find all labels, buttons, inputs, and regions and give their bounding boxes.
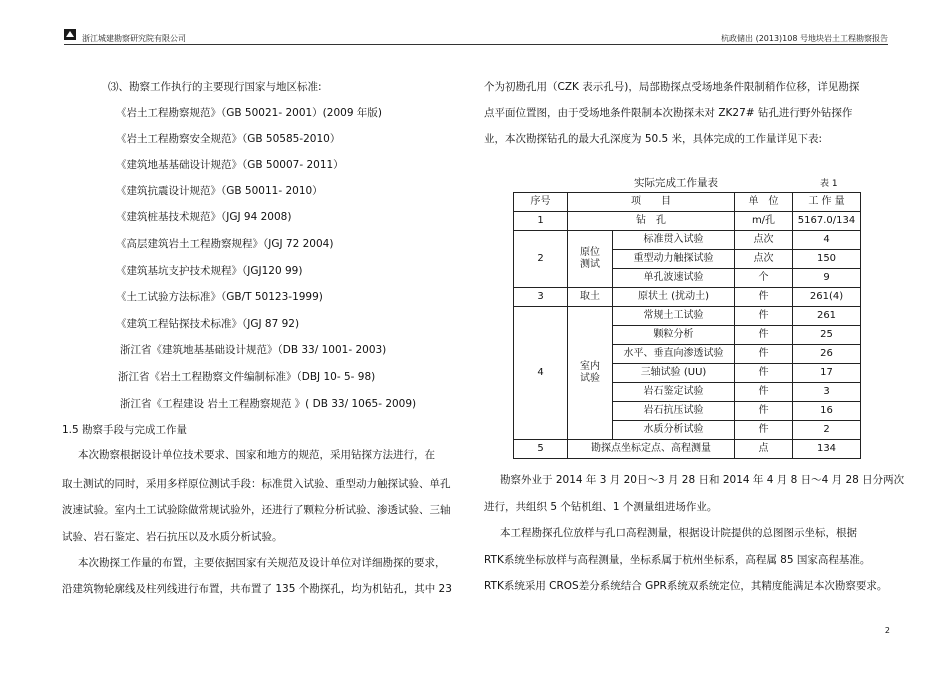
paragraph-line: 本次勘探工作量的布置，主要依据国家有关规范及设计单位对详细勘探的要求，: [78, 557, 446, 569]
row-quantity: 3: [793, 383, 861, 402]
paragraph-line: 本次勘察根据设计单位技术要求、国家和地方的规范，采用钻探方法进行，在: [78, 449, 435, 461]
standard-item: 浙江省《工程建设 岩土工程勘察规范 》( DB 33/ 1065- 2009): [120, 398, 417, 410]
row-unit: m/孔: [735, 212, 793, 231]
row-item: 三轴试验 (UU): [613, 364, 735, 383]
paragraph-line: 点平面位置图，由于受场地条件限制本次勘探未对 ZK27# 钻孔进行野外钻探作: [484, 107, 853, 119]
row-item: 单孔波速试验: [613, 269, 735, 288]
table-number: 表 1: [820, 179, 838, 189]
paragraph-line: 沿建筑物轮廓线及柱列线进行布置，共布置了 135 个勘探孔，均为机钻孔，其中 23: [62, 583, 452, 595]
row-unit: 件: [735, 421, 793, 440]
row-item: 勘探点坐标定点、高程测量: [568, 440, 735, 459]
paragraph-line: 本工程勘探孔位放样与孔口高程测量，根据设计院提供的总图图示坐标，根据: [500, 527, 857, 539]
row-unit: 件: [735, 345, 793, 364]
paragraph-line: 进行，共组织 5 个钻机组、1 个测量组进场作业。: [484, 501, 718, 513]
row-unit: 点: [735, 440, 793, 459]
row-unit: 件: [735, 402, 793, 421]
row-quantity: 9: [793, 269, 861, 288]
standard-item: 浙江省《建筑地基基础设计规范》（DB 33/ 1001- 2003): [120, 344, 387, 356]
section-title: 1.5 勘察手段与完成工作量: [62, 424, 188, 436]
row-number: 1: [514, 212, 568, 231]
row-category: 原位 测试: [568, 231, 613, 288]
header-report-title: 杭政储出 (2013)108 号地块岩土工程勘察报告: [721, 34, 888, 43]
table-row: [514, 307, 861, 326]
workload-table: [513, 192, 861, 459]
row-item: 钻 孔: [568, 212, 735, 231]
standard-item: 浙江省《岩土工程勘察文件编制标准》（DBJ 10- 5- 98): [118, 371, 376, 383]
standard-item: 《高层建筑岩土工程勘察规程》（JGJ 72 2004): [116, 238, 334, 250]
standards-intro: ⑶、勘察工作执行的主要现行国家与地区标准:: [108, 81, 322, 93]
row-quantity: 261(4): [793, 288, 861, 307]
paragraph-line: 波速试验。室内土工试验除做常规试验外，还进行了颗粒分析试验、渗透试验、三轴: [62, 504, 451, 516]
row-item: 水平、垂直向渗透试验: [613, 345, 735, 364]
row-number: 2: [514, 231, 568, 288]
row-unit: 件: [735, 288, 793, 307]
row-item: 原状土 (扰动土): [613, 288, 735, 307]
standard-item: 《建筑桩基技术规范》（JGJ 94 2008): [116, 211, 292, 223]
header-cell: 序号: [514, 193, 568, 212]
row-item: 颗粒分析: [613, 326, 735, 345]
row-quantity: 16: [793, 402, 861, 421]
row-quantity: 261: [793, 307, 861, 326]
table-header-row: [514, 193, 861, 212]
row-item: 常规土工试验: [613, 307, 735, 326]
row-unit: 点次: [735, 250, 793, 269]
standard-item: 《岩土工程勘察规范》（GB 50021- 2001）(2009 年版): [116, 107, 382, 119]
row-unit: 个: [735, 269, 793, 288]
standard-item: 《建筑工程钻探技术标准》（JGJ 87 92): [116, 318, 300, 330]
header-rule: [64, 44, 888, 45]
row-category: 室内 试验: [568, 307, 613, 440]
row-category: 取土: [568, 288, 613, 307]
page-number: 2: [884, 626, 890, 635]
row-quantity: 4: [793, 231, 861, 250]
row-number: 4: [514, 307, 568, 440]
paragraph-line: RTK系统坐标放样与高程测量，坐标系属于杭州坐标系，高程属 85 国家高程基准。: [484, 554, 871, 566]
paragraph-line: 勘察外业于 2014 年 3 月 20日～3 月 28 日和 2014 年 4 月 8 日～4 月 28 日分两次: [500, 474, 905, 486]
row-number: 5: [514, 440, 568, 459]
row-unit: 件: [735, 383, 793, 402]
standard-item: 《建筑基坑支护技术规程》（JGJ120 99): [116, 265, 303, 277]
row-item: 岩石抗压试验: [613, 402, 735, 421]
row-quantity: 134: [793, 440, 861, 459]
table-row: [514, 231, 861, 250]
row-quantity: 2: [793, 421, 861, 440]
paragraph-line: 个为初勘孔用（CZK 表示孔号)，局部勘探点受场地条件限制稍作位移，详见勘探: [484, 81, 860, 93]
row-item: 重型动力触探试验: [613, 250, 735, 269]
table-row: [514, 288, 861, 307]
row-unit: 件: [735, 307, 793, 326]
row-unit: 件: [735, 364, 793, 383]
header-cell: 单 位: [735, 193, 793, 212]
row-unit: 件: [735, 326, 793, 345]
table-row: [514, 440, 861, 459]
row-number: 3: [514, 288, 568, 307]
table-title: 实际完成工作量表: [634, 177, 718, 189]
row-item: 水质分析试验: [613, 421, 735, 440]
row-quantity: 26: [793, 345, 861, 364]
row-unit: 点次: [735, 231, 793, 250]
standard-item: 《岩土工程勘察安全规范》（GB 50585-2010）: [116, 133, 341, 145]
row-quantity: 25: [793, 326, 861, 345]
paragraph-line: 取土测试的同时，采用多样原位测试手段：标准贯入试验、重型动力触探试验、单孔: [62, 478, 451, 490]
header-cell: 项 目: [568, 193, 735, 212]
paragraph-line: 业，本次勘探钻孔的最大孔深度为 50.5 米，具体完成的工作量详见下表:: [484, 133, 823, 145]
paragraph-line: 试验、岩石鉴定、岩石抗压以及水质分析试验。: [62, 531, 283, 543]
row-item: 标准贯入试验: [613, 231, 735, 250]
header-cell: 工 作 量: [793, 193, 861, 212]
header-company: 浙江城建勘察研究院有限公司: [82, 34, 186, 43]
table-row: [514, 212, 861, 231]
standard-item: 《土工试验方法标准》（GB/T 50123-1999): [116, 291, 323, 303]
row-quantity: 17: [793, 364, 861, 383]
row-quantity: 150: [793, 250, 861, 269]
row-quantity: 5167.0/134: [793, 212, 861, 231]
standard-item: 《建筑地基基础设计规范》（GB 50007- 2011）: [116, 159, 344, 171]
paragraph-line: RTK系统采用 CROS差分系统结合 GPR系统双系统定位，其精度能满足本次勘察要求。: [484, 580, 888, 592]
standard-item: 《建筑抗震设计规范》（GB 50011- 2010）: [116, 185, 323, 197]
row-item: 岩石鉴定试验: [613, 383, 735, 402]
company-logo-icon: [64, 29, 76, 40]
